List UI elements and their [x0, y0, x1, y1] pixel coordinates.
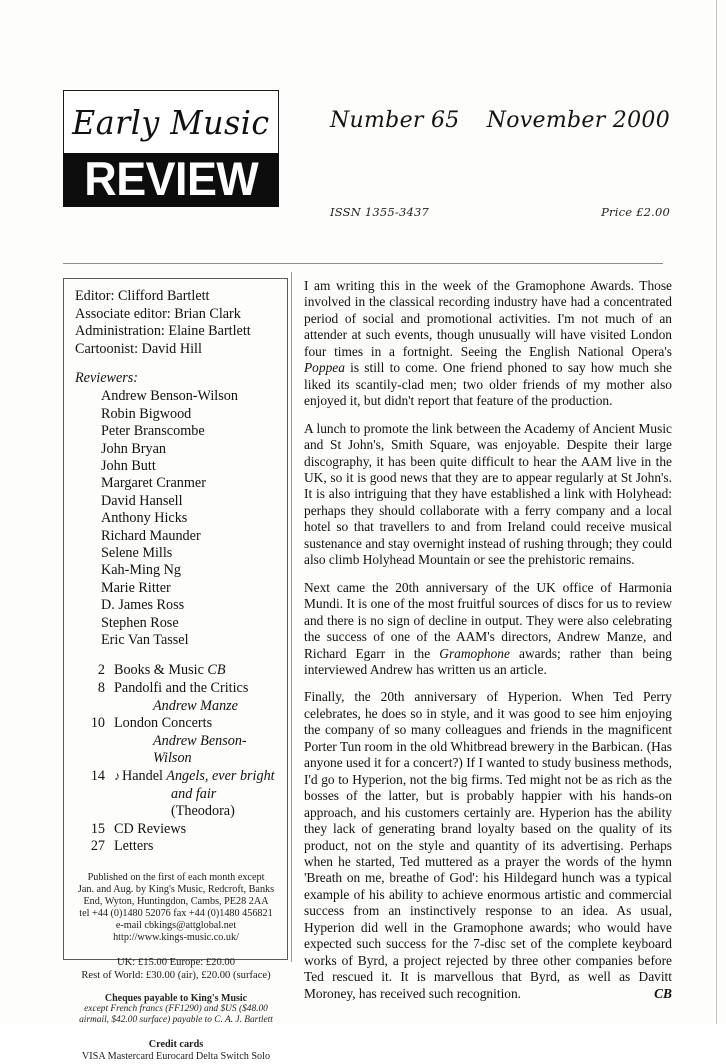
staff-associate-editor: Associate editor: Brian Clark — [75, 305, 241, 322]
publisher-email[interactable]: e-mail cbkings@attglobal.net — [115, 920, 237, 932]
reviewer-name: David Hansell — [101, 492, 183, 509]
contents-entry[interactable] — [75, 680, 277, 698]
contents-author-initials: CB — [203, 662, 226, 679]
editorial-signature: CB — [654, 985, 672, 1001]
publisher-line-2: Jan. and Aug. by King's Music, Redcroft, Banks — [77, 884, 275, 896]
contents-entry[interactable] — [75, 715, 277, 733]
italic-title: Poppea — [304, 360, 345, 376]
editorial-paragraph: I am writing this in the week of the Gramophone Awards. Those involved in the classical recording industry have had a concentrated period of social and promotional activities. I'm not much of an attender at such events, though unusually will have visited London four times in a fortnight. Seeing the English National Opera's Poppea is still to come. One friend phoned to say how much she liked its scantily-clad men; two older friends of my mother also enjoyed it, but didn't report that feature of the production. — [304, 278, 672, 409]
reviewer-name: Selene Mills — [101, 545, 173, 562]
masthead-title-early-music — [63, 90, 279, 153]
publisher-tel-fax: tel +44 (0)1480 52076 fax +44 (0)1480 456821 — [79, 908, 273, 920]
staff-cartoonist: Cartoonist: David Hill — [75, 340, 202, 357]
reviewer-name: Marie Ritter — [101, 579, 171, 596]
reviewer-name: John Butt — [101, 458, 156, 474]
reviewer-name: Peter Branscombe — [101, 423, 205, 440]
staff-editor: Editor: Clifford Bartlett — [75, 288, 210, 304]
music-note-icon: ♪ — [114, 769, 120, 784]
contents-page-number: 8 — [97, 680, 105, 697]
reviewer-name: Anthony Hicks — [101, 510, 188, 527]
issn-price-line — [330, 205, 670, 219]
masthead-review-text: REVIEW — [83, 153, 258, 206]
contents-title: Pandolfi and the Critics — [114, 680, 249, 697]
contents-entry[interactable] — [75, 838, 277, 856]
reviewer-name: D. James Ross — [101, 597, 185, 614]
credit-cards-block — [75, 1039, 277, 1064]
contents-page-number: 10 — [90, 715, 105, 732]
staff-list — [75, 288, 277, 358]
column-divider-rule — [291, 272, 292, 962]
masthead-divider-rule — [63, 263, 663, 264]
cheques-line-2: airmail, $42.00 surface) payable to C. A. J. Bartlett — [79, 1015, 273, 1026]
price-text: Price £2.00 — [601, 205, 670, 219]
publisher-line-1: Published on the first of each month except — [87, 872, 265, 883]
credit-cards-list: VISA Mastercard Eurocard Delta Switch Solo — [81, 1051, 271, 1063]
masthead-title-text: Early Music — [72, 102, 270, 142]
reviewer-name: Stephen Rose — [101, 614, 179, 631]
reviewer-name: Kah-Ming Ng — [101, 562, 181, 579]
rates-rest-of-world: Rest of World: £30.00 (air), £20.00 (surface) — [81, 969, 271, 981]
reviewer-name: Robin Bigwood — [101, 405, 192, 422]
contents-subtitle-author: Andrew Manze — [153, 697, 238, 714]
contents-entry[interactable] — [75, 821, 277, 839]
issue-line — [330, 108, 670, 133]
contents-title: Letters — [114, 838, 154, 855]
italic-title: Gramophone — [439, 645, 510, 661]
issue-date: November 2000 — [486, 108, 670, 133]
contents-title: London Concerts — [114, 715, 213, 732]
editorial-paragraph: Next came the 20th anniversary of the UK office of Harmonia Mundi. It is one of the most fruitful sources of discs for us to review and there is no sign of decline in output. They were also celebrating the success of one of the AAM's directors, Andrew Manze, and Richard Egarr in the Gramophone awards; rather than being interviewed Andrew has written us an article. — [304, 579, 672, 677]
publisher-block — [75, 872, 277, 945]
reviewers-heading: Reviewers: — [75, 370, 139, 387]
contents-title: Books & Music CB — [114, 662, 226, 679]
cheques-line-1: except French francs (FF1290) and $US ($48.00 — [84, 1003, 268, 1014]
editorial-paragraph: Finally, the 20th anniversary of Hyperion. When Ted Perry celebrates, he does so in style, and it was good to see him enjoying the company of so many colleagues and friends in the magnificent Porter Tun room in the old Whitbread brewery in the Barbican. (Has anyone used it for a concert?) If I wanted to study business methods, I'd go to Hyperion, not the big firms. Ted might not be as rich as the bosses of the latter, but is probably happier with his hands-on approach, and his customers certainly are. Hyperion has the ability they lack of generating brand loyalty based on the quality of its product, not on the style and quantity of its advertising. Perhaps when he started, Ted muttered as a prayer the words of the hymn 'Breath on me, breathe of God': his Hildegard hunch was a typical example of his ability to achieve enormous artistic and commercial success from an instinctively response to an idea. As usual, Hyperion did well in the Gramophone awards; who would have expected such success for the 7-disc set of the complete keyboard works of Byrd, a project rejected by three other companies before Ted rescued it. It is marvellous that Byrd, as well as Davitt Moroney, has received such recognition. CB — [304, 689, 672, 1001]
publisher-line-3: End, Wyton, Huntingdon, Cambs, PE28 2AA — [83, 896, 269, 908]
reviewer-name: Margaret Cranmer — [101, 475, 206, 492]
credit-cards-heading: Credit cards — [148, 1038, 204, 1050]
scan-edge-line — [716, 0, 717, 1024]
reviewer-name: John Bryan — [101, 440, 167, 457]
issue-number: Number 65 — [330, 108, 460, 133]
reviewer-name: Eric Van Tassel — [101, 632, 189, 649]
contents-subtitle-author: Andrew Benson-Wilson — [153, 732, 247, 767]
editorial-column — [304, 278, 672, 1002]
contents-page-number: 14 — [90, 768, 105, 785]
contents-page-number: 15 — [90, 820, 105, 837]
subscription-rates — [75, 956, 277, 982]
masthead-logo — [63, 90, 279, 207]
reviewer-name: Andrew Benson-Wilson — [101, 388, 238, 405]
contents-entry[interactable] — [75, 768, 277, 786]
masthead-info-panel — [63, 278, 288, 1063]
staff-administration: Administration: Elaine Bartlett — [75, 323, 251, 340]
reviewers-list — [75, 388, 277, 649]
contents-title-italic: Angels, ever bright — [162, 768, 275, 785]
issn-text: ISSN 1355-3437 — [330, 205, 430, 219]
cheques-heading: Cheques payable to King's Music — [104, 992, 248, 1004]
rates-uk-europe: UK: £15.00 Europe: £20.00 — [117, 956, 235, 968]
contents-subtitle-continuation: and fair (Theodora) — [171, 785, 235, 820]
contents-page-number: 2 — [97, 662, 105, 679]
contents-title: ♪ Handel Angels, ever bright — [114, 768, 275, 785]
contents-page-number: 27 — [90, 838, 105, 855]
publisher-website[interactable]: http://www.kings-music.co.uk/ — [113, 932, 239, 944]
editorial-paragraph: A lunch to promote the link between the Academy of Ancient Music and St John's, Smith Square, was enjoyable. Despite their large discography, it has been quite difficult to hear the AAM live in the UK, so it is good news that they are to appear regularly at St John's. It is also intriguing that they have established a link with Holyhead: perhaps they should collaborate with a ferry company and a local hotel so that travellers to and from Ireland could receive musical sustenance and stay overnight instead of rushing through; they could also climb Holyhead Mountain or see the prehistoric remains. — [304, 420, 672, 568]
contents-title: CD Reviews — [114, 820, 187, 837]
contents-entry[interactable] — [75, 662, 277, 680]
masthead-title-review — [63, 153, 279, 207]
contents-list — [75, 662, 277, 856]
cheque-payment-block — [75, 993, 277, 1027]
reviewer-name: Richard Maunder — [101, 527, 201, 544]
